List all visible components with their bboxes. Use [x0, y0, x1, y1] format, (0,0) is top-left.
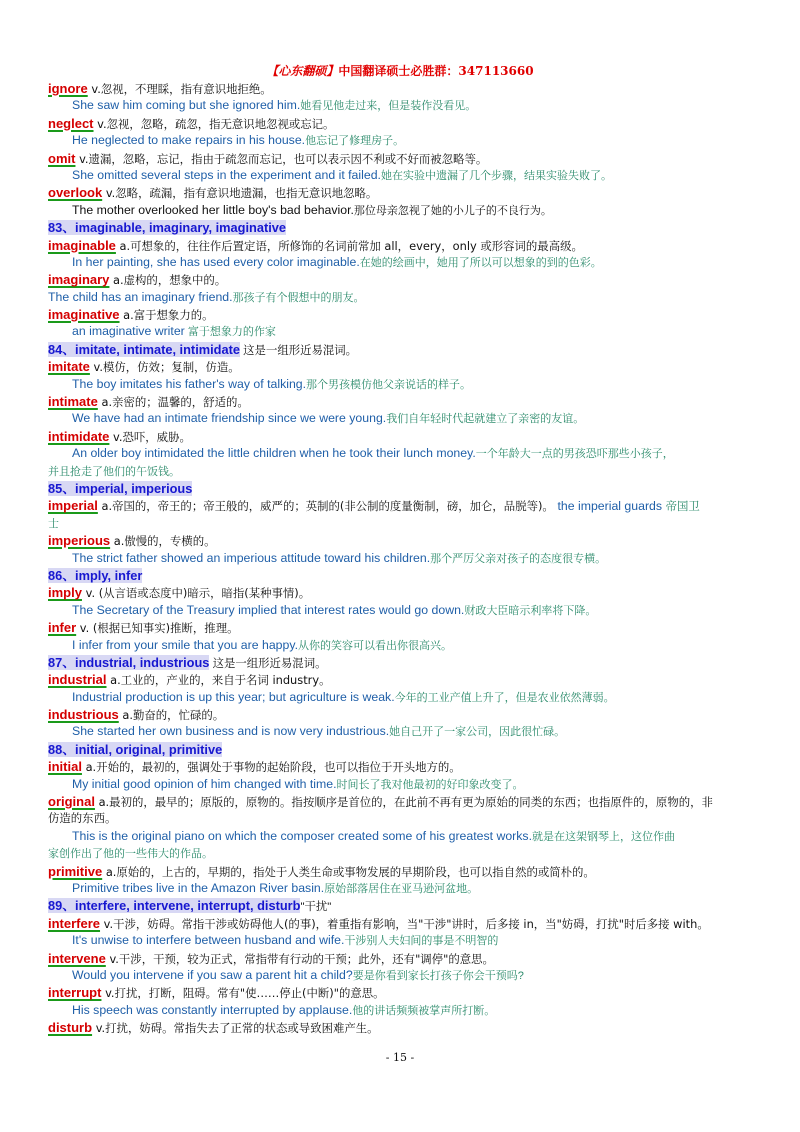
example-en: She started her own business and is now very industrious.: [72, 724, 390, 739]
example-zh: 时间长了我对他最初的好印象改变了。: [336, 778, 524, 791]
definition-text: a.开始的，最初的，强调处于事物的起始阶段，也可以指位于开头地方的。: [85, 760, 461, 775]
document-body: [48, 80, 760, 1036]
entry-definition-line: [48, 863, 760, 880]
headword: infer: [48, 620, 77, 636]
example-sentence: [48, 254, 760, 271]
example-sentence: [48, 932, 760, 949]
headword: omit: [48, 150, 76, 166]
example-sentence: [48, 410, 760, 427]
definition-text: v.干涉，干预，较为正式，常指带有行动的干预；此外，还有"调停"的意思。: [109, 951, 494, 966]
entry-definition-line: [48, 184, 760, 201]
definition-text: a.原始的，上古的，早期的，指处于人类生命或事物发展的早期阶段，也可以指自然的或简朴的。: [105, 864, 595, 879]
headword: industrious: [48, 707, 119, 723]
heading-note: 这是一组形近易混词。: [240, 344, 358, 357]
example-en: It's unwise to interfere between husband and wife.: [72, 933, 345, 948]
entry-definition-line: [48, 793, 760, 810]
entry-definition-line: [48, 915, 760, 932]
example-en: I infer from your smile that you are happy.: [72, 637, 298, 652]
example-zh: 她自己开了一家公司，因此很忙碌。: [389, 726, 566, 739]
headword: intervene: [48, 950, 106, 966]
headword: imaginary: [48, 272, 110, 288]
example-sentence: [48, 445, 760, 462]
heading-text: 85、imperial, imperious: [48, 480, 193, 496]
example-sentence: [48, 463, 760, 480]
example-zh: 她看见他走过来，但是装作没看见。: [300, 100, 477, 113]
inline-example-en: the imperial guards: [557, 499, 663, 514]
example-en: In her painting, she has used every color imaginable.: [72, 254, 360, 269]
example-zh: 财政大臣暗示利率将下降。: [464, 604, 597, 617]
headword: imaginable: [48, 237, 116, 253]
example-en: Would you intervene if you saw a parent hit a child?: [72, 967, 353, 982]
example-zh: 一个年龄大一点的男孩恐吓那些小孩子，: [475, 448, 674, 461]
heading-note: "干扰": [300, 901, 332, 914]
heading-text: 88、initial, original, primitive: [48, 741, 223, 757]
definition-text: v.模仿，仿效；复制，仿造。: [93, 360, 240, 375]
example-sentence: [48, 323, 760, 340]
example-sentence: [48, 167, 760, 184]
headword: imitate: [48, 359, 90, 375]
headword: industrial: [48, 672, 107, 688]
inline-example-zh: 帝国卫: [662, 499, 700, 514]
example-zh: 要是你看到家长打孩子你会干预吗?: [352, 969, 524, 982]
headword: intimidate: [48, 428, 110, 444]
example-zh: 那位母亲忽视了她的小儿子的不良行为。: [353, 204, 552, 217]
entry-definition-line: [48, 393, 760, 410]
heading-text: 86、imply, infer: [48, 567, 143, 583]
entry-definition-line: [48, 115, 760, 132]
headword: overlook: [48, 185, 103, 201]
entry-definition-line: [48, 1019, 760, 1036]
definition-text: v.遗漏，忽略，忘记，指由于疏忽而忘记，也可以表示因不利或不好而被忽略等。: [79, 151, 488, 166]
section-heading: [48, 219, 760, 236]
example-en: She omitted several steps in the experiment and it failed.: [72, 167, 381, 182]
entry-definition-line: [48, 271, 760, 288]
entry-definition-line: [48, 950, 760, 967]
example-sentence: [48, 1002, 760, 1019]
definition-text: v. (根据已知事实)推断，推理。: [79, 621, 239, 636]
headword: imperial: [48, 498, 98, 514]
entry-definition-line: [48, 532, 760, 549]
headword: original: [48, 794, 95, 810]
definition-text: v.打扰，打断，阻碍。常有"使……停止(中断)"的意思。: [105, 986, 385, 1001]
example-en: This is the original piano on which the composer created some of his greatest works.: [72, 828, 532, 843]
example-en: The boy imitates his father's way of talking.: [72, 376, 307, 391]
definition-text: v.恐吓，威胁。: [113, 429, 191, 444]
example-en: His speech was constantly interrupted by applause.: [72, 1002, 353, 1017]
entry-definition-line: [48, 497, 760, 514]
entry-definition-line: [48, 306, 760, 323]
definition-continuation: 仿造的东西。: [48, 811, 117, 826]
example-en: An older boy intimidated the little children when he took their lunch money.: [72, 446, 476, 461]
headword: imply: [48, 585, 82, 601]
entry-definition-line: [48, 584, 760, 601]
header-title: 中国翻译硕士必胜群：347113660: [338, 64, 534, 78]
headword: primitive: [48, 863, 103, 879]
headword: disturb: [48, 1020, 93, 1036]
example-zh: 家创作出了他的一些伟大的作品。: [48, 848, 213, 861]
headword: ignore: [48, 81, 88, 96]
headword: neglect: [48, 115, 94, 131]
example-zh: 那个男孩模仿他父亲说话的样子。: [306, 378, 472, 391]
example-sentence: [48, 689, 760, 706]
example-zh: 并且抢走了他们的午饭钱。: [48, 465, 180, 478]
example-sentence: [48, 723, 760, 740]
headword: interfere: [48, 915, 101, 931]
definition-text: v.忽视，忽略，疏忽，指无意识地忽视或忘记。: [97, 116, 335, 131]
entry-definition-line: [48, 80, 760, 97]
example-en: Primitive tribes live in the Amazon River basin.: [72, 880, 325, 895]
example-en: The Secretary of the Treasury implied that interest rates would go down.: [72, 602, 465, 617]
example-zh: 原始部落居住在亚马逊河盆地。: [324, 882, 479, 895]
definition-text: v. (从言语或态度中)暗示，暗指(某种事情)。: [85, 586, 311, 601]
example-zh: 从你的笑容可以看出你很高兴。: [298, 639, 452, 652]
heading-text: 83、imaginable, imaginary, imaginative: [48, 220, 287, 236]
header-brand: 【心东翻硕】: [266, 64, 339, 78]
definition-text: a.虚构的，想象中的。: [113, 273, 227, 288]
heading-text: 84、imitate, intimate, intimidate: [48, 341, 240, 357]
example-sentence: [48, 515, 760, 532]
section-heading: [48, 897, 760, 914]
entry-definition-line: [48, 671, 760, 688]
example-zh: 他忘记了修理房子。: [305, 135, 405, 148]
example-zh: 他的讲话频频被掌声所打断。: [352, 1004, 496, 1017]
heading-text: 87、industrial, industrious: [48, 654, 210, 670]
definition-text: a.傲慢的，专横的。: [113, 534, 216, 549]
section-heading: [48, 741, 760, 758]
example-zh: 她在实验中遗漏了几个步骤，结果实验失败了。: [380, 169, 612, 182]
headword: initial: [48, 759, 82, 775]
example-en: He neglected to make repairs in his house.: [72, 133, 306, 148]
example-en: My initial good opinion of him changed with time.: [72, 776, 337, 791]
entry-definition-line: [48, 758, 760, 775]
example-sentence: [48, 967, 760, 984]
headword: interrupt: [48, 985, 102, 1001]
example-sentence: [48, 637, 760, 654]
example-en: The mother overlooked her little boy's bad behavior.: [72, 202, 354, 217]
entry-definition-line: [48, 619, 760, 636]
entry-definition-line: [48, 358, 760, 375]
definition-text: a.帝国的，帝王的；帝王般的，威严的；英制的(非公制的度量衡制，磅，加仑，品脱等)。: [101, 499, 554, 514]
example-zh: 那个严厉父亲对孩子的态度很专横。: [430, 552, 607, 565]
example-sentence: [48, 602, 760, 619]
definition-text: v.忽略，疏漏，指有意识地遗漏，也指无意识地忽略。: [105, 186, 378, 201]
section-heading: [48, 567, 760, 584]
entry-definition-line: [48, 150, 760, 167]
example-zh: 士: [48, 517, 59, 530]
definition-text: v.忽视，不理睬，指有意识地拒绝。: [91, 82, 272, 96]
entry-definition-line: [48, 428, 760, 445]
example-zh: 那孩子有个假想中的朋友。: [232, 291, 365, 304]
page-header: [0, 62, 800, 79]
headword: intimate: [48, 394, 98, 410]
example-zh: 今年的工业产值上升了，但是农业依然薄弱。: [394, 691, 615, 704]
example-en: Industrial production is up this year; but agriculture is weak.: [72, 689, 395, 704]
page-number: - 15 -: [385, 1051, 415, 1064]
entry-definition-line: [48, 706, 760, 723]
example-sentence: [48, 289, 760, 306]
definition-text: a.富于想象力的。: [123, 308, 214, 323]
section-heading: [48, 341, 760, 358]
example-sentence: [48, 376, 760, 393]
heading-text: 89、interfere, intervene, interrupt, disturb: [48, 898, 301, 914]
example-zh: 在她的绘画中，她用了所以可以想象的到的色彩。: [359, 256, 602, 269]
example-en: an imaginative writer: [72, 324, 185, 339]
definition-text: a.勤奋的，忙碌的。: [122, 708, 225, 723]
example-sentence: [48, 880, 760, 897]
definition-text: v.干涉，妨碍。常指干涉或妨碍他人(的事)，着重指有影响，当"干涉"讲时，后多接 in，当"妨碍，打扰"时后多接 with。: [103, 916, 709, 931]
heading-note: 这是一组形近易混词。: [209, 657, 327, 670]
entry-definition-line: [48, 984, 760, 1001]
example-sentence: [48, 845, 760, 862]
definition-text: a.亲密的；温馨的，舒适的。: [101, 395, 249, 410]
example-zh: 干涉别人夫妇间的事是不明智的: [344, 935, 499, 948]
example-zh: 就是在这架钢琴上，这位作曲: [532, 830, 675, 843]
example-en: The strict father showed an imperious attitude toward his children.: [72, 550, 431, 565]
definition-text: a.可想象的，往往作后置定语，所修饰的名词前常加 all，every，only 或形容词的最高级。: [119, 238, 583, 253]
example-sentence: [48, 550, 760, 567]
definition-text: v.打扰，妨碍。常指失去了正常的状态或导致困难产生。: [95, 1021, 379, 1036]
definition-text: a.工业的，产业的，来自于名词 industry。: [110, 673, 331, 688]
example-en: The child has an imaginary friend.: [48, 289, 233, 304]
example-sentence: [48, 202, 760, 219]
entry-definition-line: [48, 237, 760, 254]
example-sentence: [48, 97, 760, 114]
section-heading: [48, 654, 760, 671]
example-sentence: [48, 776, 760, 793]
example-sentence: [48, 132, 760, 149]
section-heading: [48, 480, 760, 497]
example-en: We have had an intimate friendship since we were young.: [72, 411, 387, 426]
example-en: She saw him coming but she ignored him.: [72, 98, 301, 113]
example-zh: 我们自年轻时代起就建立了亲密的友谊。: [386, 413, 585, 426]
example-sentence: [48, 828, 760, 845]
headword: imperious: [48, 533, 111, 549]
example-zh: 富于想象力的作家: [184, 326, 276, 339]
headword: imaginative: [48, 307, 120, 323]
definition-text: a.最初的，最早的；原版的，原物的。指按顺序是首位的，在此前不再有更为原始的同类的东西；也指原件的，原物的，非: [98, 795, 713, 810]
